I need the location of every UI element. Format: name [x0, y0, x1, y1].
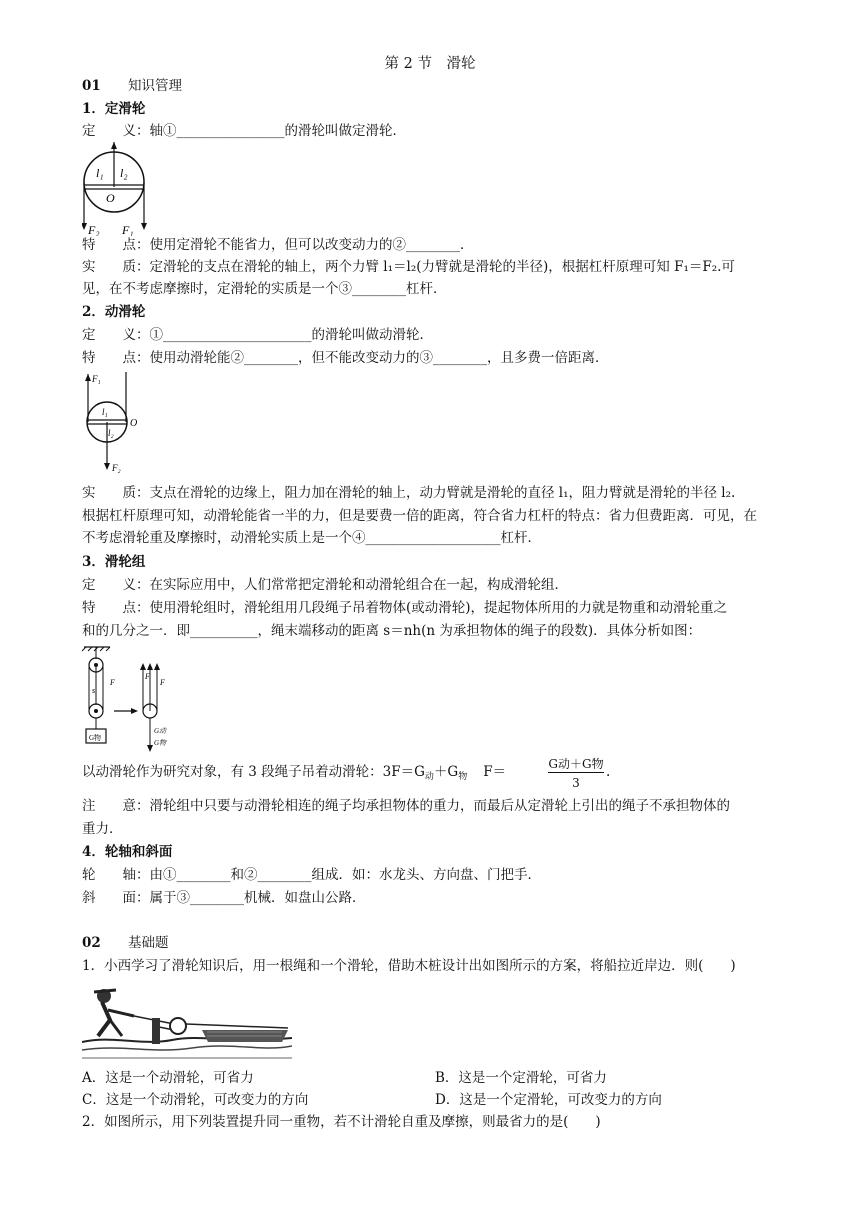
pulley-block-definition: 定 义：在实际应用中，人们常常把定滑轮和动滑轮组合在一起，构成滑轮组．: [82, 577, 568, 593]
movable-pulley-figure: [82, 372, 152, 476]
heading-wheel-axle: 4．轮轴和斜面: [82, 844, 173, 860]
section2-name: 基础题: [128, 935, 169, 951]
heading-movable-pulley: 2．动滑轮: [82, 304, 146, 320]
movable-pulley-essence-1: 实 质：支点在滑轮的边缘上，阻力加在滑轮的轴上，动力臂就是滑轮的直径 l₁，阻力臂就是滑轮的半径 l₂.: [82, 485, 736, 501]
fig2-f1-label: F₁: [92, 374, 101, 384]
pulley-block-figure: [82, 645, 192, 753]
fig3-g-object-box: G物: [89, 734, 102, 742]
analysis-plus: ＋G: [433, 764, 459, 780]
section2-number: 02: [82, 935, 101, 951]
fixed-pulley-definition: 定 义：轴①________________的滑轮叫做定滑轮．: [82, 123, 406, 139]
pulley-block-note-2: 重力．: [82, 821, 123, 837]
fig1-f1-label: F₁: [122, 223, 134, 236]
fig3-f-label-1: F: [145, 672, 150, 681]
fig3-f-label-left: F: [110, 678, 115, 687]
fig3-g-object-label: G物: [154, 739, 167, 747]
heading-pulley-block: 3．滑轮组: [82, 554, 146, 570]
analysis-text: 以动滑轮作为研究对象，有 3 段绳子吊着动滑轮：3F＝G: [82, 764, 425, 780]
option-a[interactable]: A．这是一个动滑轮，可省力: [82, 1070, 254, 1086]
analysis-period: .: [606, 764, 611, 780]
option-c[interactable]: C．这是一个动滑轮，可改变力的方向: [82, 1092, 309, 1108]
fixed-pulley-figure: [82, 140, 152, 236]
fixed-pulley-essence-2: 见，在不考虑摩擦时，定滑轮的实质是一个③________杠杆．: [82, 281, 447, 297]
analysis-sub-move: 动: [424, 772, 434, 782]
pulley-block-feature-1: 特 点：使用滑轮组时，滑轮组用几段绳子吊着物体(或动滑轮)，提起物体所用的力就是物重和动滑轮重之: [82, 600, 728, 616]
inclined-plane-line: 斜 面：属于③________机械．如盘山公路．: [82, 890, 366, 906]
fixed-pulley-feature: 特 点：使用定滑轮不能省力，但可以改变动力的②________．: [82, 237, 474, 253]
fig1-o-label: O: [106, 191, 115, 205]
fig1-l1-label: l₁: [96, 166, 104, 180]
fig3-f-label-2: F: [160, 678, 165, 687]
movable-pulley-definition: 定 义：①______________________的滑轮叫做动滑轮．: [82, 327, 433, 343]
fraction-numerator: G动＋G物: [548, 757, 604, 771]
fig1-f2-label: F₂: [88, 223, 100, 236]
option-d[interactable]: D．这是一个定滑轮，可改变力的方向: [435, 1092, 662, 1108]
fixed-pulley-essence-1: 实 质：定滑轮的支点在滑轮的轴上，两个力臂 l₁＝l₂(力臂就是滑轮的半径)，根据杠杆原理可知 F₁＝F₂.可: [82, 259, 735, 275]
fig1-l2-label: l₂: [120, 166, 128, 180]
fig2-l2-label: l₂: [108, 428, 114, 438]
fraction-denominator: 3: [572, 776, 580, 790]
page-title: 第 2 节 滑轮: [384, 56, 476, 72]
section1-name: 知识管理: [128, 78, 182, 94]
wheel-axle-line: 轮 轴：由①________和②________组成．如：水龙头、方向盘、门把手．: [82, 867, 541, 883]
analysis-sub-object: 物: [458, 772, 468, 782]
boat-pulley-figure: [82, 980, 292, 1060]
heading-fixed-pulley: 1．定滑轮: [82, 101, 146, 117]
analysis-f-eq: F＝: [483, 764, 507, 780]
pulley-block-analysis: [82, 763, 506, 786]
question-2-stem: 2．如图所示，用下列装置提升同一重物，若不计滑轮自重及摩擦，则最省力的是( ): [82, 1114, 601, 1130]
movable-pulley-feature: 特 点：使用动滑轮能②________，但不能改变动力的③________，且多费一倍距离．: [82, 350, 609, 366]
fig3-s-label: s: [92, 686, 96, 695]
pulley-block-feature-2: 和的几分之一．即__________，绳末端移动的距离 s＝nh(n 为承担物体的绳子的段数)．具体分析如图：: [82, 623, 702, 639]
fig3-g-move-label: G动: [154, 727, 167, 735]
option-b[interactable]: B．这是一个定滑轮，可省力: [435, 1070, 607, 1086]
fig2-l1-label: l₁: [102, 407, 108, 417]
question-1-stem: 1．小西学习了滑轮知识后，用一根绳和一个滑轮，借助木桩设计出如图所示的方案，将船拉近岸边．则( ): [82, 958, 736, 974]
pulley-block-note-1: 注 意：滑轮组中只要与动滑轮相连的绳子均承担物体的重力，而最后从定滑轮上引出的绳子不承担物体的: [82, 798, 730, 814]
fig2-o-label: O: [130, 418, 138, 429]
fig2-f2-label: F₂: [112, 463, 121, 473]
movable-pulley-essence-2: 根据杠杆原理可知，动滑轮能省一半的力，但是要费一倍的距离，符合省力杠杆的特点：省力但费距离．可见，在: [82, 508, 757, 524]
movable-pulley-essence-3: 不考虑滑轮重及摩擦时，动滑轮实质上是一个④____________________杠杆．: [82, 530, 541, 546]
section1-number: 01: [82, 78, 101, 94]
